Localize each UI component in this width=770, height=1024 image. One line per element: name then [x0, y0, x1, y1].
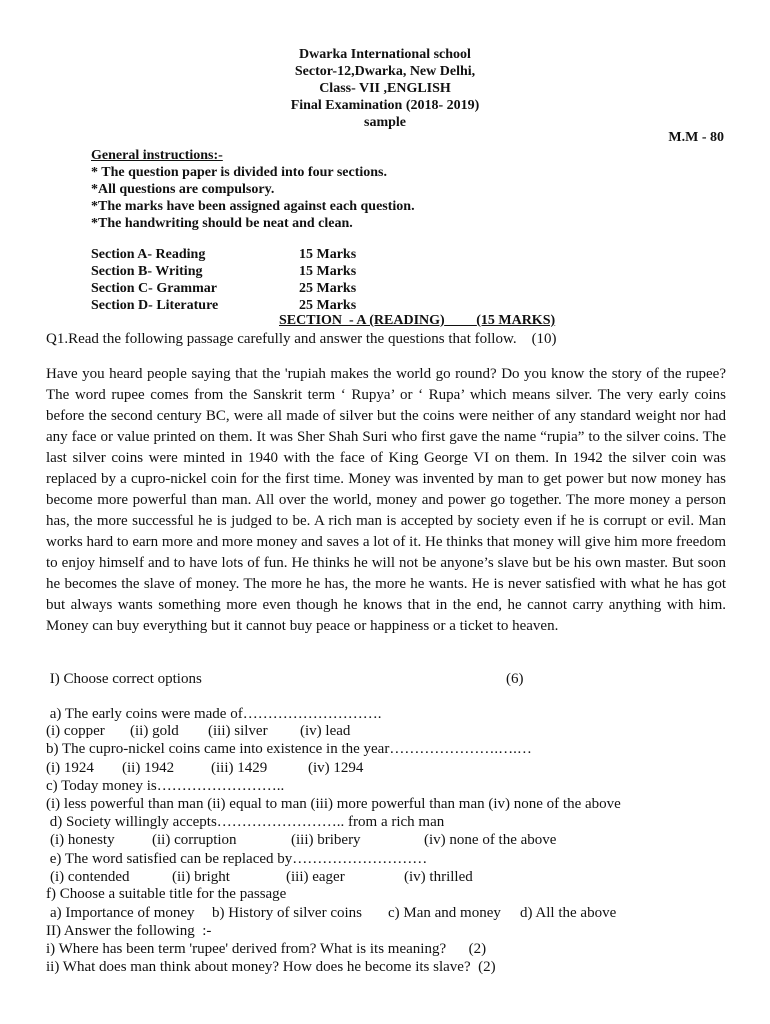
option: (iv) thrilled — [404, 869, 473, 885]
section-name: Section A- Reading — [91, 247, 206, 262]
exam-title: Final Examination (2018- 2019) — [290, 98, 480, 113]
question-e: e) The word satisfied can be replaced by……………………… — [46, 851, 428, 867]
option: c) Man and money — [388, 905, 501, 921]
part-1-title: I) Choose correct options — [46, 671, 202, 687]
option: (ii) 1942 — [122, 760, 175, 776]
section-name: Section C- Grammar — [91, 281, 217, 296]
general-instructions — [91, 147, 415, 232]
section-row — [91, 263, 356, 280]
section-name: Section B- Writing — [91, 264, 203, 279]
section-row — [91, 246, 356, 263]
option: (ii) gold — [130, 723, 179, 739]
option: (i) honesty — [50, 832, 115, 848]
option: (iv) lead — [300, 723, 351, 739]
option: (iv) 1294 — [308, 760, 364, 776]
option: d) All the above — [520, 905, 617, 921]
option: (i) 1924 — [46, 760, 94, 776]
part-1-marks: (6) — [506, 671, 524, 687]
option: (iii) silver — [208, 723, 268, 739]
instruction-item: *All questions are compulsory. — [91, 182, 275, 197]
question-d: d) Society willingly accepts…………………….. from a rich man — [46, 814, 445, 830]
section-row — [91, 297, 356, 314]
option: (iv) none of the above — [424, 832, 557, 848]
section-row — [91, 280, 356, 297]
section-name: Section D- Literature — [91, 298, 219, 313]
option: a) Importance of money — [50, 905, 195, 921]
question-c-options: (i) less powerful than man (ii) equal to man (iii) more powerful than man (iv) none of the above — [46, 796, 621, 812]
option: (i) copper — [46, 723, 105, 739]
part-2-question-i: i) Where has been term 'rupee' derived from? What is its meaning? (2) — [46, 941, 487, 957]
section-marks-table — [91, 246, 356, 314]
max-marks: M.M - 80 — [668, 130, 724, 145]
sample-label: sample — [364, 115, 406, 130]
option: (iii) 1429 — [211, 760, 268, 776]
part-2-title: II) Answer the following :- — [46, 923, 212, 939]
question-f: f) Choose a suitable title for the passage — [46, 886, 287, 902]
class-subject: Class- VII ,ENGLISH — [319, 81, 451, 96]
instruction-item: * The question paper is divided into four sections. — [91, 165, 388, 180]
option: (iii) eager — [286, 869, 345, 885]
section-marks: 25 Marks — [299, 281, 357, 296]
question-b: b) The cupro-nickel coins came into existence in the year………………….….… — [46, 741, 532, 757]
section-a-title: SECTION - A (READING) — [279, 313, 445, 328]
section-marks: 15 Marks — [299, 264, 357, 279]
instructions-title: General instructions:- — [91, 148, 223, 163]
instruction-item: *The marks have been assigned against each question. — [91, 199, 415, 214]
section-marks: 15 Marks — [299, 247, 357, 262]
option: (i) contended — [50, 869, 130, 885]
part-2-question-ii: ii) What does man think about money? How does he become its slave? (2) — [46, 959, 496, 975]
question-c: c) Today money is…………………….. — [46, 778, 285, 794]
school-address: Sector-12,Dwarka, New Delhi, — [294, 64, 476, 79]
option: (ii) bright — [172, 869, 230, 885]
section-a-heading — [279, 313, 555, 329]
section-marks: 25 Marks — [299, 298, 357, 313]
school-name: Dwarka International school — [299, 47, 471, 62]
instruction-item: *The handwriting should be neat and clean. — [91, 216, 353, 231]
option: b) History of silver coins — [212, 905, 362, 921]
question-1: Q1.Read the following passage carefully and answer the questions that follow. (10) — [46, 331, 557, 347]
section-a-marks: (15 MARKS) — [476, 313, 556, 328]
option: (iii) bribery — [291, 832, 361, 848]
exam-header — [0, 46, 770, 131]
reading-passage: Have you heard people saying that the 'rupiah makes the world go round? Do you know the story of the rupee? The word rupee comes from the Sanskrit term ‘ Rupya’ or ‘ Rupa’ which means silver. The very early coins before the second century BC, were all made of silver but the coins were neither of any standard weight nor had any face or value printed on them. It was Sher Shah Suri who first gave the name “rupia” to the silver coins. The last silver coins were minted in 1940 with the face of King George VI on them. In 1942 the silver coin was replaced by a cupro-nickel coin for the first time. Money was invented by man to get power but now money has become more powerful than man. All over the world, money and power go together. The more money a person has, the more successful he is judged to be. A rich man is accepted by society even if he is corrupt or evil. Man works hard to earn more and more money and saves a lot of it. He thinks that money will give him more freedom to enjoy himself and to have lots of fun. He thinks he will not be anyone’s slave but be his own master. But soon he becomes the slave of money. The more he has, the more he wants. He is never satisfied with what he has got but always wants something more even though he knows that in the end, he cannot carry anything with him. Money can buy everything but it cannot buy peace or happiness or a ticket to heaven. — [46, 366, 726, 634]
option: (ii) corruption — [152, 832, 237, 848]
question-a: a) The early coins were made of………………………. — [46, 706, 382, 722]
